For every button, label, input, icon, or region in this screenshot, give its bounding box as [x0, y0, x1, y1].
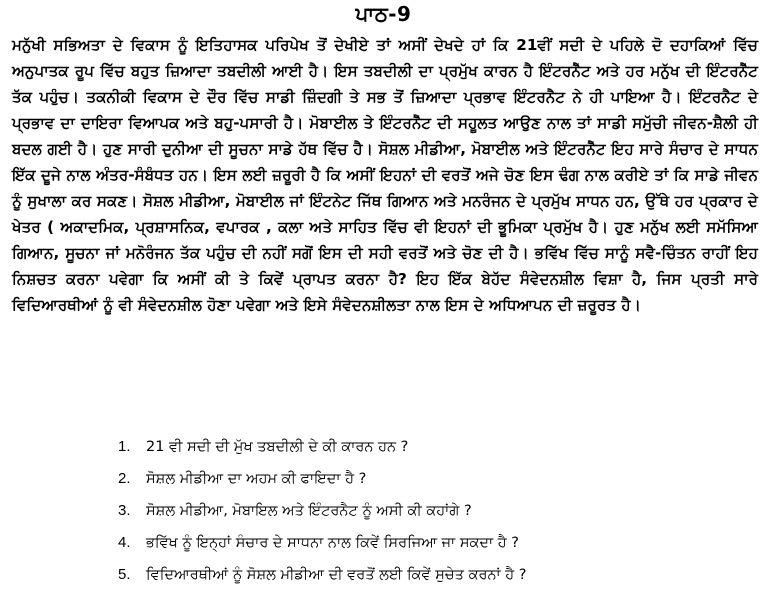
- question-number: 1.: [118, 438, 131, 455]
- passage-paragraph: ਮਨੁੱਖੀ ਸਭਿਅਤਾ ਦੇ ਵਿਕਾਸ ਨੂੰ ਇਤਿਹਾਸਕ ਪਰਿਪੇਖ ਤੋਂ ਦੇਖੀਏ ਤਾਂ ਅਸੀਂ ਦੇਖਦੇ ਹਾਂ ਕਿ 21ਵੀਂ ਸਦੀ ਦੇ ਪਹਿਲੇ ਦੋ ਦਹਾਕਿਆਂ ਵਿੱਚ ਅਨੁਪਾਤਕ ਰੂਪ ਵਿੱਚ ਬਹੁਤ ਜ਼ਿਆਦਾ ਤਬਦੀਲੀ ਆਈ ਹੈ। ਇਸ ਤਬਦੀਲੀ ਦਾ ਪ੍ਰਮੁੱਖ ਕਾਰਨ ਹੈ ਇੰਟਰਨੈੱਟ ਅਤੇ ਹਰ ਮਨੁੱਖ ਦੀ ਇੰਟਰਨੈੱਟ ਤੱਕ ਪਹੁੰਚ। ਤਕਨੀਕੀ ਵਿਕਾਸ ਦੇ ਦੌਰ ਵਿੱਚ ਸਾਡੀ ਜ਼ਿੰਦਗੀ ਤੇ ਸਭ ਤੋਂ ਜ਼ਿਆਦਾ ਪ੍ਰਭਾਵ ਇੰਟਰਨੈਟ ਨੇ ਹੀ ਪਾਇਆ ਹੈ। ਇੰਟਰਨੈਟ ਦੇ ਪ੍ਰਭਾਵ ਦਾ ਦਾਇਰਾ ਵਿਆਪਕ ਅਤੇ ਬਹੁ-ਪਸਾਰੀ ਹੈ। ਮੋਬਾਈਲ ਤੇ ਇੰਟਰਨੈੱਟ ਦੀ ਸਹੂਲਤ ਆਉਣ ਨਾਲ ਤਾਂ ਸਾਡੀ ਸਮੁੱਚੀ ਜੀਵਨ-ਸ਼ੈਲੀ ਹੀ ਬਦਲ ਗਈ ਹੈ। ਹੁਣ ਸਾਰੀ ਦੁਨੀਆ ਦੀ ਸੂਚਨਾ ਸਾਡੇ ਹੱਥ ਵਿੱਚ ਹੈ। ਸੋਸ਼ਲ ਮੀਡੀਆ, ਮੋਬਾਈਲ ਅਤੇ ਇੰਟਰਨੈੱਟ ਇਹ ਸਾਰੇ ਸੰਚਾਰ ਦੇ ਸਾਧਨ ਇੱਕ ਦੂਜੇ ਨਾਲ ਅੰਤਰ-ਸੰਬੰਧਤ ਹਨ। ਇਸ ਲਈ ਜ਼ਰੂਰੀ ਹੈ ਕਿ ਅਸੀਂ ਇਹਨਾਂ ਦੀ ਵਰਤੋਂ ਅਜੇ ਚੋਣ ਇਸ ਢੰਗ ਨਾਲ ਕਰੀਏ ਤਾਂ ਕਿ ਸਾਡੇ ਜੀਵਨ ਨੂੰ ਸੁਖਾਲਾ ਕਰ ਸਕਣ। ਸੋਸ਼ਲ ਮੀਡੀਆ, ਮੋਬਾਈਲ ਜਾਂ ਇੰਟਨੇਟ ਜਿੱਥ ਗਿਆਨ ਅਤੇ ਮਨਰੰਜਨ ਦੇ ਪ੍ਰਮੁੱਖ ਸਾਧਨ ਹਨ, ਉੱਥੇ ਹਰ ਪ੍ਰਕਾਰ ਦੇ ਖੇਤਰ ( ਅਕਾਦਮਿਕ, ਪ੍ਰਸ਼ਾਸਨਿਕ, ਵਪਾਰਕ , ਕਲਾ ਅਤੇ ਸਾਹਿਤ ਵਿੱਚ ਵੀ ਇਹਨਾਂ ਦੀ ਭੂਮਿਕਾ ਪ੍ਰਮੁੱਖ ਹੈ। ਹੁਣ ਮਨੁੱਖ ਲਈ ਸਮੱਸਿਆ ਗਿਆਨ, ਸੂਚਨਾ ਜਾਂ ਮਨੋਰੰਜਨ ਤੱਕ ਪਹੁੰਚ ਦੀ ਨਹੀਂ ਸਗੋਂ ਇਸ ਦੀ ਸਹੀ ਵਰਤੋਂ ਅਤੇ ਚੋਣ ਦੀ ਹੈ। ਭਵਿੱਖ ਵਿੱਚ ਸਾਨੂੰ ਸਵੈ-ਚਿੰਤਨ ਰਾਹੀਂ ਇਹ ਨਿਸ਼ਚਤ ਕਰਨਾ ਪਵੇਗਾ ਕਿ ਅਸੀਂ ਕੀ ਤੇ ਕਿਵੇਂ ਪ੍ਰਾਪਤ ਕਰਨਾ ਹੈ? ਇਹ ਇੱਕ ਬੇਹੱਦ ਸੰਵੇਦਨਸ਼ੀਲ ਵਿਸ਼ਾ ਹੈ, ਜਿਸ ਪ੍ਰਤੀ ਸਾਰੇ ਵਿਦਿਆਰਥੀਆਂ ਨੂੰ ਵੀ ਸੰਵੇਦਨਸ਼ੀਲ ਹੋਣਾ ਪਵੇਗਾ ਅਤੇ ਇਸੇ ਸੰਵੇਦਨਸ਼ੀਲਤਾ ਨਾਲ ਇਸ ਦੇ ਅਧਿਆਪਨ ਦੀ ਜ਼ਰੂਰਤ ਹੈ।: [12, 36, 758, 314]
- question-number: 5.: [118, 566, 131, 583]
- question-number: 3.: [118, 502, 131, 519]
- question-text: ਸੋਸ਼ਲ ਮੀਡੀਆ ਦਾ ਅਹਮ ਕੀ ਫਾਇਦਾ ਹੈ ?: [146, 471, 367, 487]
- question-item: [118, 495, 758, 527]
- question-number: 4.: [118, 534, 131, 551]
- question-item: [118, 559, 758, 591]
- question-number: 2.: [118, 470, 131, 487]
- question-text: ਸੋਸ਼ਲ ਮੀਡੀਆ, ਮੋਬਾਇਲ ਅਤੇ ਇੰਟਰਨੈਟ ਨੂੰ ਅਸੀ ਕੀ ਕਹਾਂਗੇ ?: [146, 503, 472, 519]
- lesson-title: ਪਾਠ-9: [355, 2, 412, 26]
- question-text: ਭਵਿੱਖ ਨੂੰ ਇਨ੍ਹਾਂ ਸੰਚਾਰ ਦੇ ਸਾਧਨਾ ਨਾਲ ਕਿਵੇਂ ਸਿਰਜਿਆ ਜਾ ਸਕਦਾ ਹੈ ?: [146, 535, 519, 551]
- question-item: [118, 527, 758, 559]
- question-text: ਵਿਦਿਆਰਥੀਆਂ ਨੂੰ ਸੋਸ਼ਲ ਮੀਡੀਆ ਦੀ ਵਰਤੋਂ ਲਈ ਕਿਵੇਂ ਸੁਚੇਤ ਕਰਨਾਂ ਹੈ ?: [146, 567, 527, 583]
- question-item: [118, 463, 758, 495]
- question-item: [118, 431, 758, 463]
- question-text: 21 ਵੀ ਸਦੀ ਦੀ ਮੁੱਖ ਤਬਦੀਲੀ ਦੇ ਕੀ ਕਾਰਨ ਹਨ ?: [146, 439, 409, 455]
- question-list: [118, 431, 758, 591]
